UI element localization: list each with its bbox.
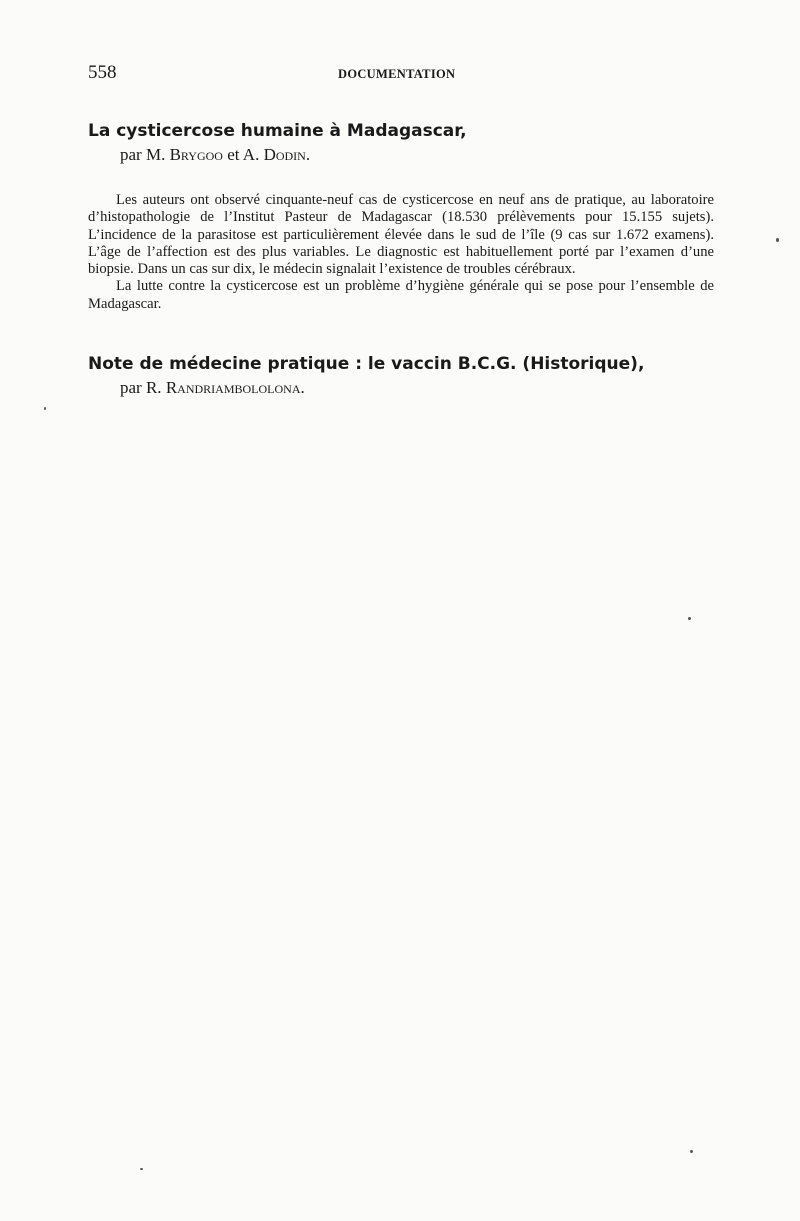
article-bcg	[88, 353, 714, 399]
article-byline	[120, 377, 714, 399]
author-initial: A.	[242, 145, 260, 164]
abstract-paragraph: La lutte contre la cysticercose est un problème d’hygiène générale qui se pose pour l’ensemble de Madagascar.	[88, 278, 714, 312]
article-abstract	[88, 192, 714, 313]
author-name: Brygoo	[169, 145, 223, 164]
abstract-paragraph: Les auteurs ont observé cinquante-neuf cas de cysticercose en neuf ans de pratique, au laboratoire d’histopathologie de l’Institut Pasteur de Madagascar (18.530 prélèvements pour 15.155 sujets). L’incidence de la parasitose est particulièrement élevée dans le sud de l’île (9 cas sur 1.672 examens). L’âge de l’affection est des plus variables. Le diagnostic est habituellement porté par l’examen d’une biopsie. Dans un cas sur dix, le médecin signalait l’existence de troubles cérébraux.	[88, 192, 714, 278]
author-name: Dodin	[263, 145, 306, 164]
scan-speck	[776, 238, 779, 242]
scan-speck	[690, 1150, 693, 1153]
article-title: La cysticercose humaine à Madagascar,	[88, 121, 467, 141]
article-cysticercose	[88, 120, 714, 313]
byline-suffix: .	[300, 378, 305, 397]
author-name: Randriambololona	[165, 378, 301, 397]
page-number: 558	[88, 62, 117, 83]
byline-prefix: par	[120, 378, 142, 397]
scan-speck	[44, 407, 46, 410]
scan-speck	[140, 1168, 143, 1170]
running-head	[88, 62, 714, 86]
running-title: DOCUMENTATION	[338, 67, 456, 81]
author-initial: M.	[145, 145, 166, 164]
article-title: Note de médecine pratique : le vaccin B.C.G. (Historique),	[88, 354, 645, 374]
scan-speck	[688, 617, 691, 620]
article-byline	[120, 144, 714, 166]
byline-suffix: .	[305, 145, 311, 164]
byline-prefix: par	[120, 145, 142, 164]
author-initial: R.	[145, 378, 162, 397]
byline-conjunction: et	[227, 145, 240, 164]
